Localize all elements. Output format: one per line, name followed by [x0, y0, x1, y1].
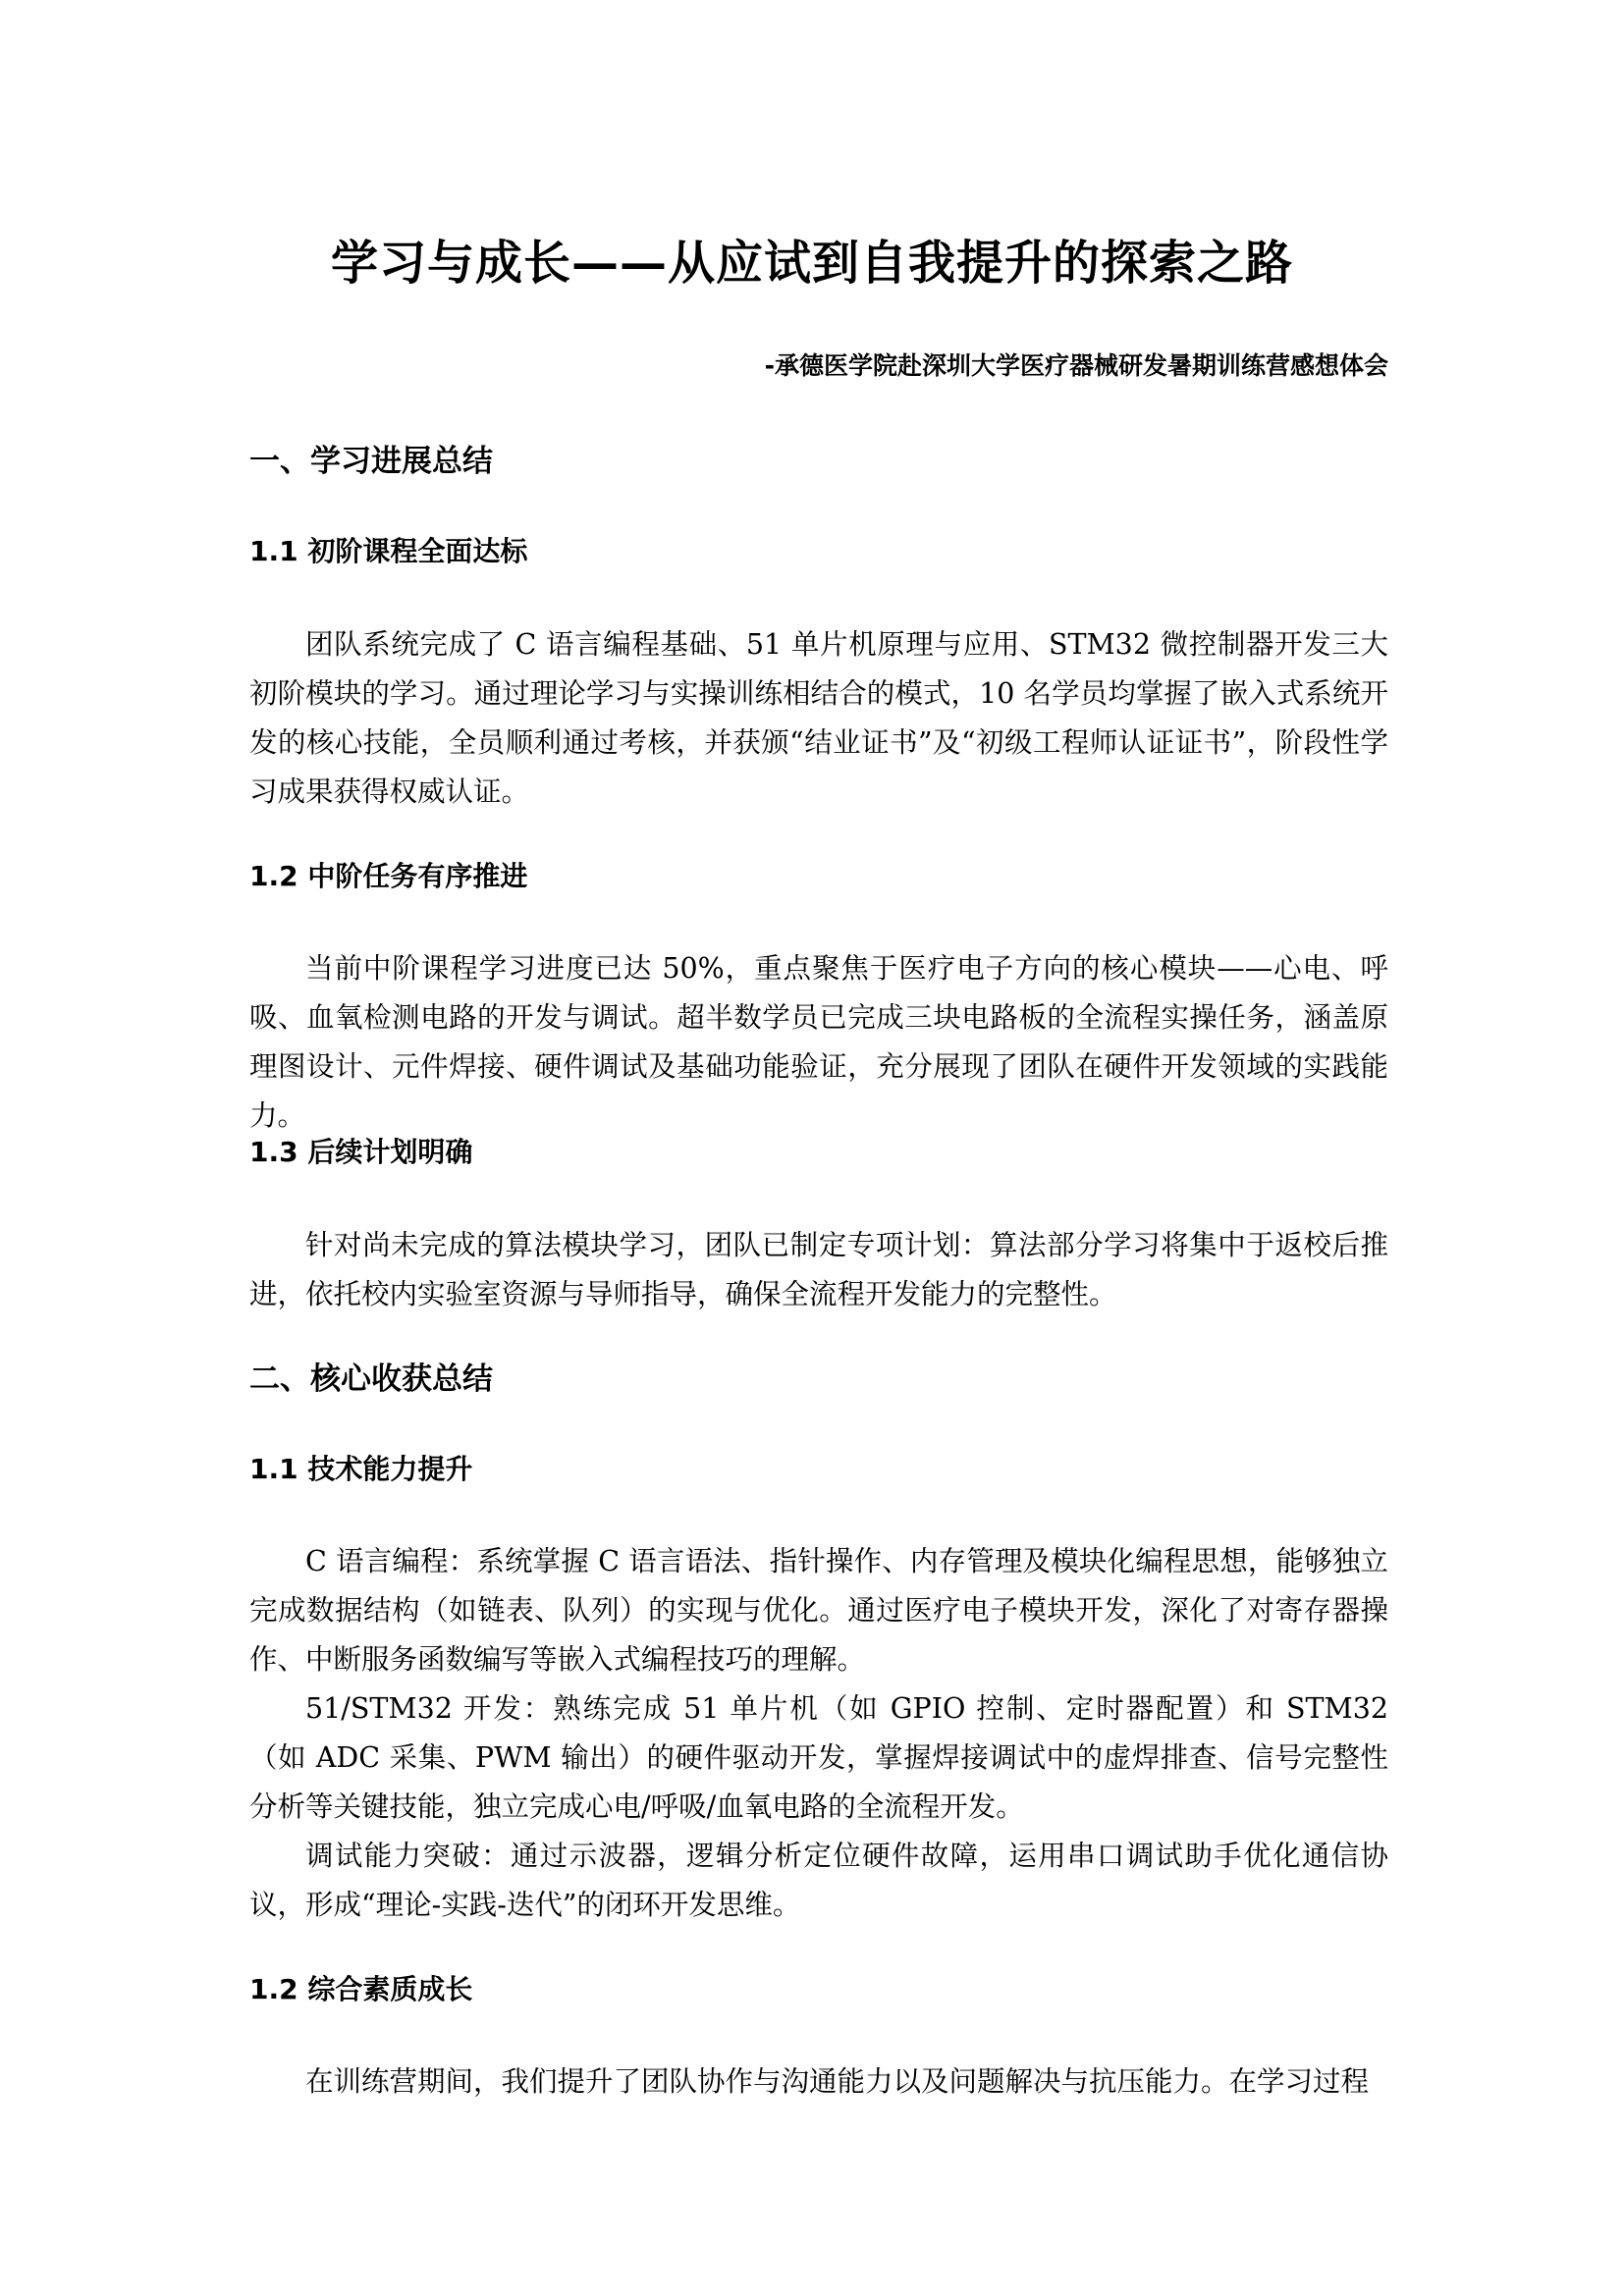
paragraph-1-3: 针对尚未完成的算法模块学习，团队已制定专项计划：算法部分学习将集中于返校后推进，依托校内实验室资源与导师指导，确保全流程开发能力的完整性。 — [249, 1229, 1388, 1310]
document-title: 学习与成长——从应试到自我提升的探索之路 — [330, 236, 1293, 291]
section-heading-learning-progress: 一、学习进展总结 — [249, 444, 493, 479]
paragraph-1-1: 团队系统完成了 C 语言编程基础、51 单片机原理与应用、STM32 微控制器开发三大初阶模块的学习。通过理论学习与实操训练相结合的模式，10 名学员均掌握了嵌入式系统开发的核心技能，全员顺利通过考核，并获颁“结业证书”及“初级工程师认证证书”，阶段性学习成果获得权威认证。 — [249, 628, 1388, 808]
subsection-heading-2-1: 1.1 技术能力提升 — [249, 1453, 473, 1485]
paragraph-51-stm32: 51/STM32 开发：熟练完成 51 单片机（如 GPIO 控制、定时器配置）和 STM32（如 ADC 采集、PWM 输出）的硬件驱动开发，掌握焊接调试中的虚焊排查、信号完整性分析等关键技能，独立完成心电/呼吸/血氧电路的全流程开发。 — [249, 1692, 1388, 1823]
paragraph-1-2: 当前中阶课程学习进度已达 50%，重点聚焦于医疗电子方向的核心模块——心电、呼吸、血氧检测电路的开发与调试。超半数学员已完成三块电路板的全流程实操任务，涵盖原理图设计、元件焊接、硬件调试及基础功能验证，充分展现了团队在硬件开发领域的实践能力。 — [249, 952, 1388, 1132]
section-heading-core-gains: 二、核心收获总结 — [249, 1362, 493, 1397]
paragraph-debugging: 调试能力突破：通过示波器，逻辑分析定位硬件故障，运用串口调试助手优化通信协议，形成“理论-实践-迭代”的闭环开发思维。 — [249, 1840, 1388, 1921]
paragraph-c-language: C 语言编程：系统掌握 C 语言语法、指针操作、内存管理及模块化编程思想，能够独立完成数据结构（如链表、队列）的实现与优化。通过医疗电子模块开发，深化了对寄存器操作、中断服务函数编写等嵌入式编程技巧的理解。 — [249, 1545, 1388, 1676]
subsection-heading-2-2: 1.2 综合素质成长 — [249, 1973, 473, 2005]
paragraph-overall-quality: 在训练营期间，我们提升了团队协作与沟通能力以及问题解决与抗压能力。在学习过程 — [305, 2065, 1370, 2098]
document-subtitle: -承德医学院赴深圳大学医疗器械研发暑期训练营感想体会 — [764, 351, 1388, 380]
subsection-heading-1-2: 1.2 中阶任务有序推进 — [249, 860, 528, 892]
subsection-heading-1-1: 1.1 初阶课程全面达标 — [249, 535, 528, 567]
subsection-heading-1-3: 1.3 后续计划明确 — [249, 1136, 473, 1168]
